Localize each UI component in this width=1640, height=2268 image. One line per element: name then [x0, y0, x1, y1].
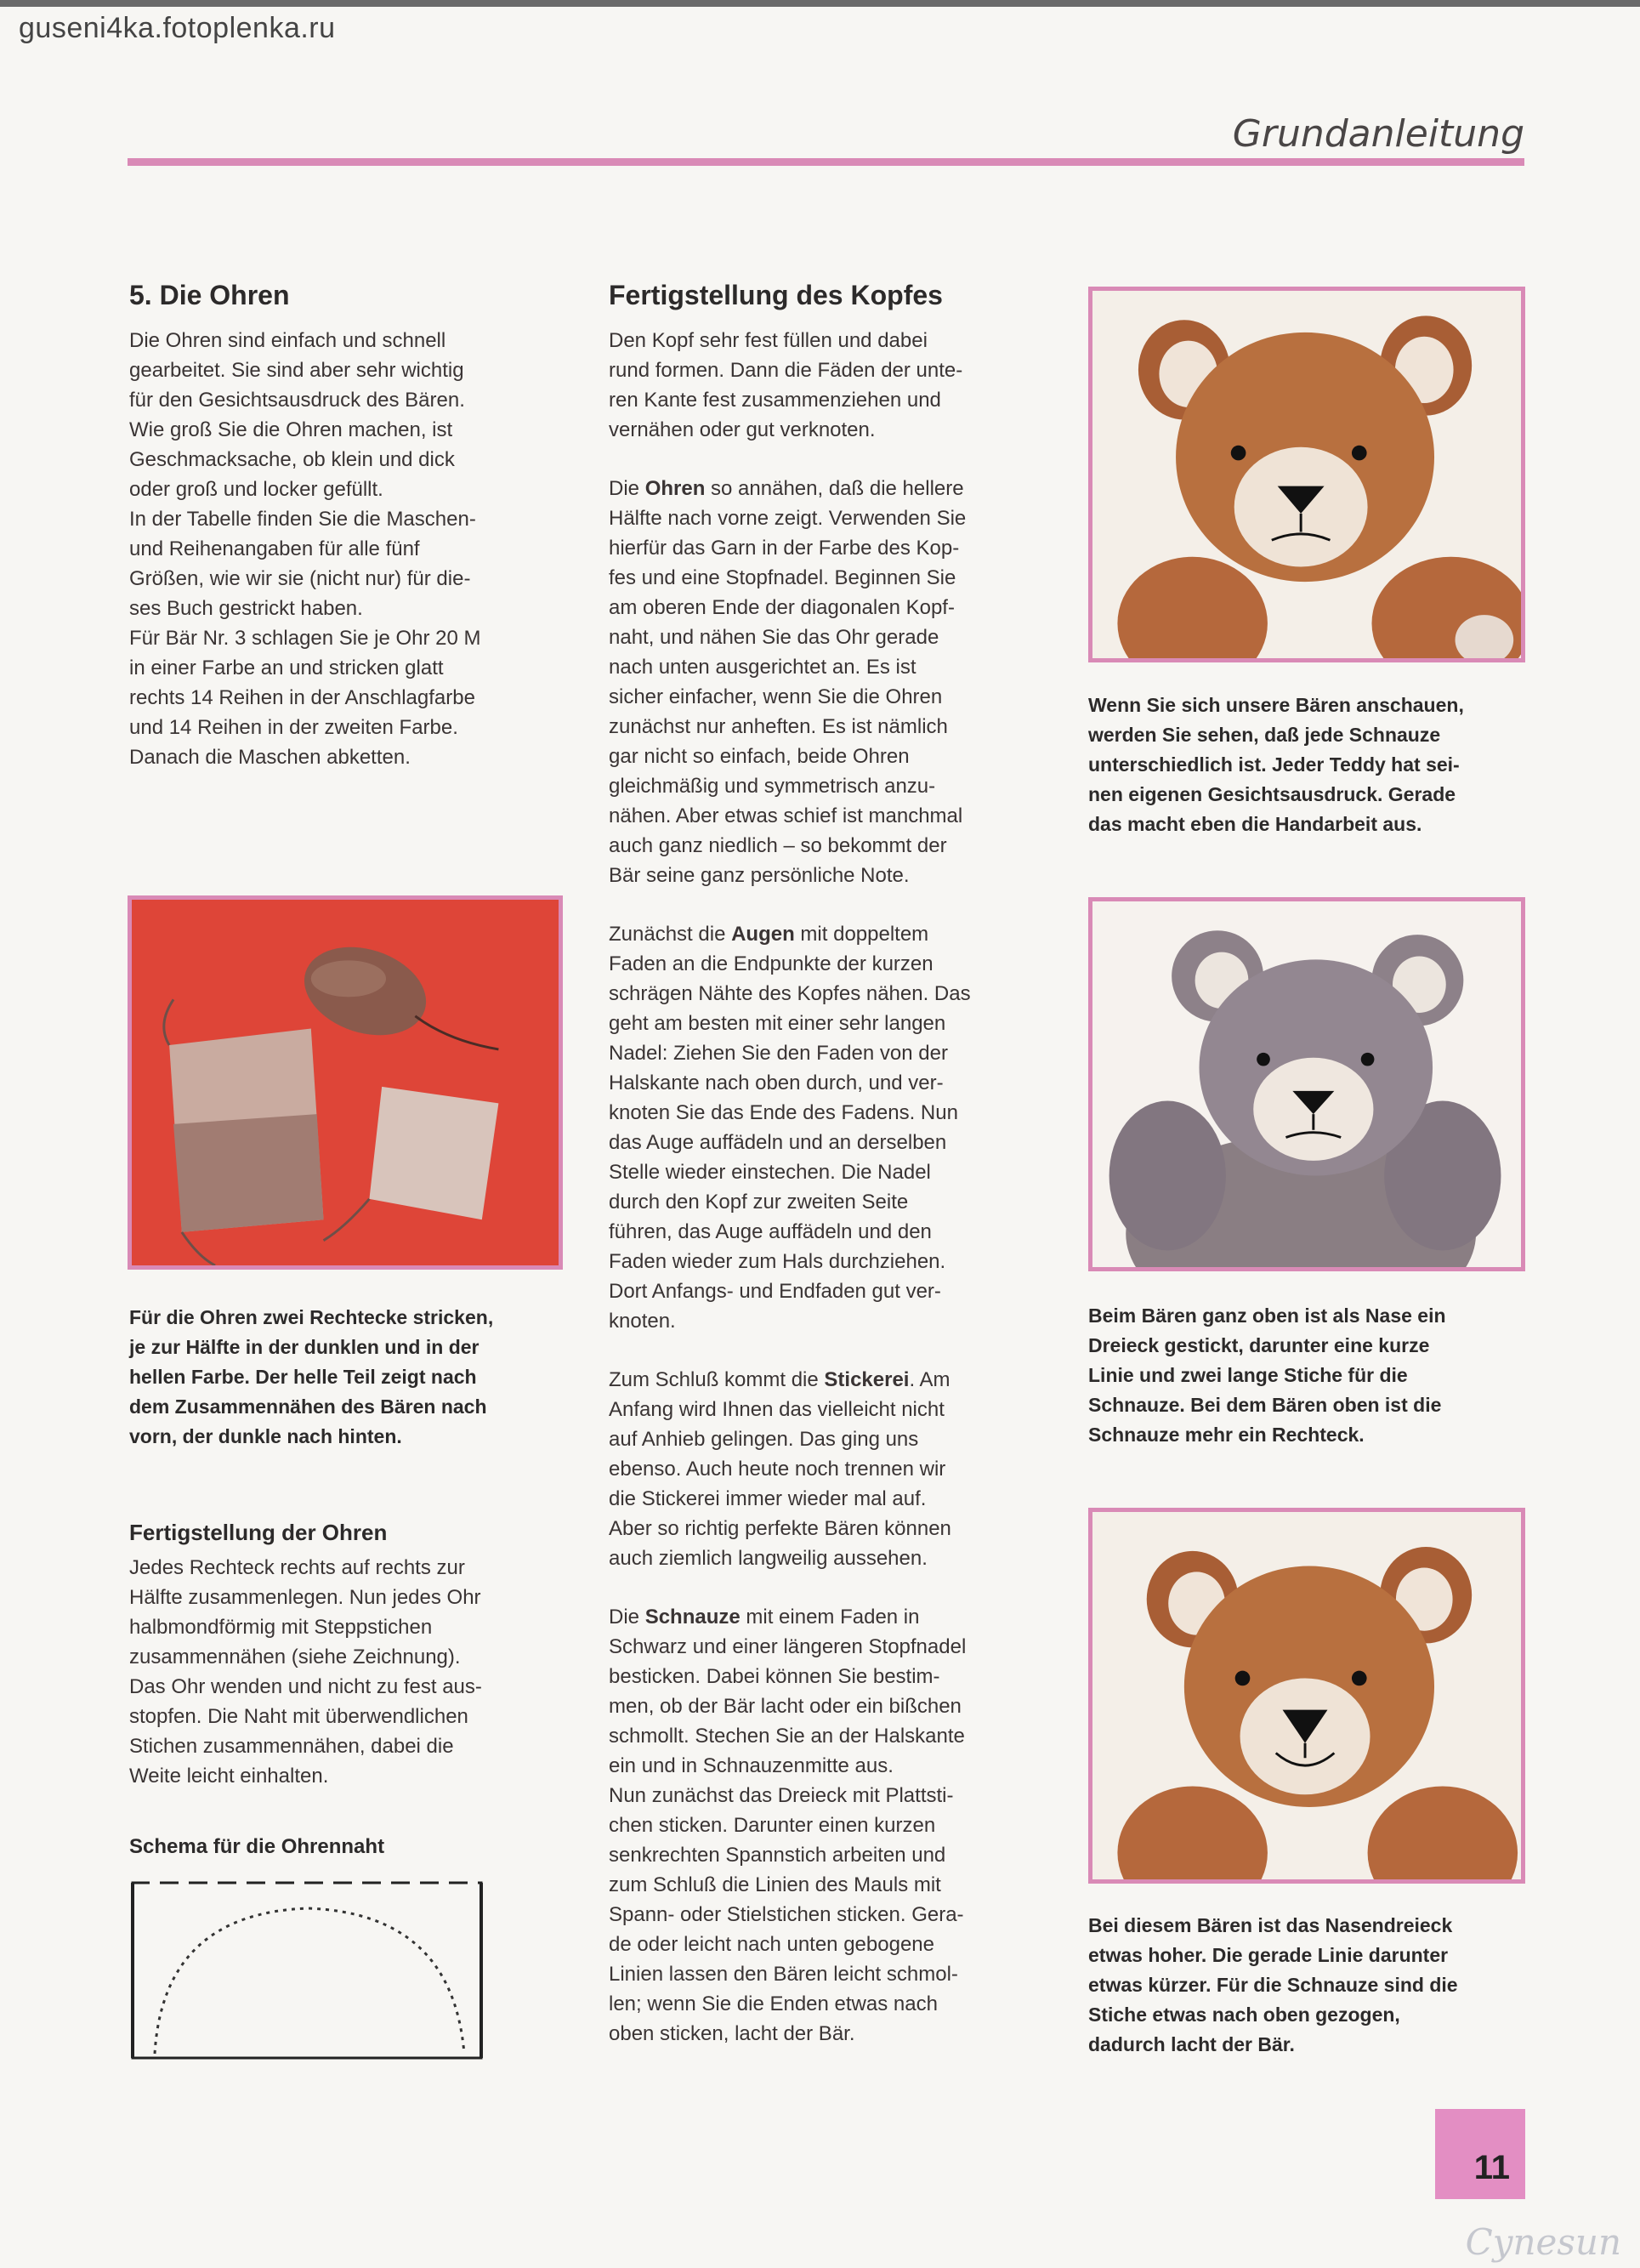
- head-paragraph-embroidery: Zum Schluß kommt die Stickerei. Am Anfang wird Ihnen das vielleicht nicht auf Anhieb gelingen. Das ging uns ebenso. Auch heute noch trennen wir die Stickerei immer wieder mal auf. Aber so richtig perfekte Bären können auch ziemlich langweilig aussehen.: [609, 1368, 951, 1570]
- head-paragraph-ears: Die Ohren so annähen, daß die hellere Hälfte nach vorne zeigt. Verwenden Sie hierfür das Garn in der Farbe des Kop- fes und eine Stopfnadel. Beginnen Sie am oberen Ende der diagonalen Kopf- naht, und nähen Sie das Ohr gerade nach unten ausgerichtet an. Es ist sicher einfacher, wenn Sie die Ohren zunächst nur anheften. Es ist nämlich gar nicht so einfach, beide Ohren gleichmäßig und symmetrisch anzu- nähen. Aber etwas schief ist manchmal auch ganz niedlich – so bekommt der Bär seine ganz persönliche Note.: [609, 477, 967, 887]
- bear-caption-3: Bei diesem Bären ist das Nasendreieck etwas hoher. Die gerade Linie darunter etwas kürzer. Für die Schnauze sind die Stiche etwas nach oben gezogen, dadurch lacht der Bär.: [1088, 1914, 1458, 2055]
- ears-photo-caption: Für die Ohren zwei Rechtecke stricken, je zur Hälfte in der dunklen und in der hellen Farbe. Der helle Teil zeigt nach dem Zusammennähen des Bären nach vorn, der dunkle nach hinten.: [129, 1306, 494, 1447]
- section-heading-ears: 5. Die Ohren: [129, 280, 290, 310]
- left-column: [129, 281, 571, 801]
- head-paragraph-1: Den Kopf sehr fest füllen und dabei rund formen. Dann die Fäden der unte- ren Kante fest zusammenziehen und vernähen oder gut verknoten.: [609, 329, 963, 441]
- brown-bear-photo: [1088, 287, 1525, 662]
- ear-seam-diagram: [129, 1879, 485, 2060]
- section-header-title: Grundanleitung: [1232, 112, 1524, 156]
- page-number-badge: [1435, 2109, 1525, 2199]
- top-edge-strip: [0, 0, 1640, 7]
- head-paragraph-snout: Die Schnauze mit einem Faden in Schwarz und einer längeren Stopfnadel besticken. Dabei können Sie bestim- men, ob der Bär lacht oder ein bißchen schmollt. Stechen Sie an der Halskante ein und in Schnauzenmitte aus. Nun zunächst das Dreieck mit Plattsti- chen sticken. Darunter einen kurzen senkrechten Spannstich arbeiten und zum Schluß die Linien des Mauls mit Spann- oder Stielstichen sticken. Gera- de oder leicht nach unten gebogene Linien lassen den Bären leicht schmol- len; wenn Sie die Enden etwas nach oben sticken, lacht der Bär.: [609, 1606, 967, 2045]
- schema-title: Schema für die Ohrennaht: [129, 1835, 385, 1858]
- left-subsection: [129, 1518, 571, 1820]
- watermark-bottom: Cynesun: [1465, 2221, 1621, 2263]
- ears-intro-text: Die Ohren sind einfach und schnell gearbeitet. Sie sind aber sehr wichtig für den Gesichtsausdruck des Bären. Wie groß Sie die Ohren machen, ist Geschmacksache, ob klein und dick oder groß und locker gefüllt. In der Tabelle finden Sie die Maschen- und Reihenangaben für alle fünf Größen, wie wir sie (nicht nur) für die- ses Buch gestrickt haben. Für Bär Nr. 3 schlagen Sie je Ohr 20 M in einer Farbe an und stricken glatt rechts 14 Reihen in der Anschlagfarbe und 14 Reihen in der zweiten Farbe. Danach die Maschen abketten.: [129, 329, 481, 769]
- watermark-top: guseni4ka.fotoplenka.ru: [19, 12, 336, 44]
- page-number: 11: [1473, 2149, 1510, 2186]
- smiling-bear-photo: [1088, 1508, 1525, 1884]
- head-paragraph-eyes: Zunächst die Augen mit doppeltem Faden an die Endpunkte der kurzen schrägen Nähte des Kopfes nähen. Das geht am besten mit einer sehr langen Nadel: Ziehen Sie den Faden von der Halskante nach oben durch, und ver- knoten Sie das Ende des Fadens. Nun das Auge auffädeln und an derselben Stelle wieder einstechen. Die Nadel durch den Kopf zur zweiten Seite führen, das Auge auffädeln und den Faden wieder zum Hals durchziehen. Dort Anfangs- und Endfaden gut ver- knoten.: [609, 923, 971, 1333]
- bear-caption-1: Wenn Sie sich unsere Bären anschauen, werden Sie sehen, daß jede Schnauze unterschiedlich ist. Jeder Teddy hat sei- nen eigenen Gesichtsausdruck. Gerade das macht eben die Handarbeit aus.: [1088, 694, 1464, 835]
- subheading-finishing-ears: Fertigstellung der Ohren: [129, 1520, 388, 1545]
- knitted-ear-rectangles-photo: [128, 895, 563, 1270]
- middle-column: [609, 281, 1051, 2078]
- grey-bear-photo: [1088, 897, 1525, 1271]
- header-rule: [128, 158, 1524, 166]
- section-heading-head: Fertigstellung des Kopfes: [609, 280, 943, 310]
- bear-caption-2: Beim Bären ganz oben ist als Nase ein Dreieck gestickt, darunter eine kurze Linie und zwei lange Stiche für die Schnauze. Bei dem Bären oben ist die Schnauze mehr ein Rechteck.: [1088, 1305, 1446, 1446]
- finishing-ears-text: Jedes Rechteck rechts auf rechts zur Hälfte zusammenlegen. Nun jedes Ohr halbmondförmig mit Steppstichen zusammennähen (siehe Zeichnung). Das Ohr wenden und nicht zu fest aus- stopfen. Die Naht mit überwendlichen Stichen zusammennähen, dabei die Weite leicht einhalten.: [129, 1556, 482, 1788]
